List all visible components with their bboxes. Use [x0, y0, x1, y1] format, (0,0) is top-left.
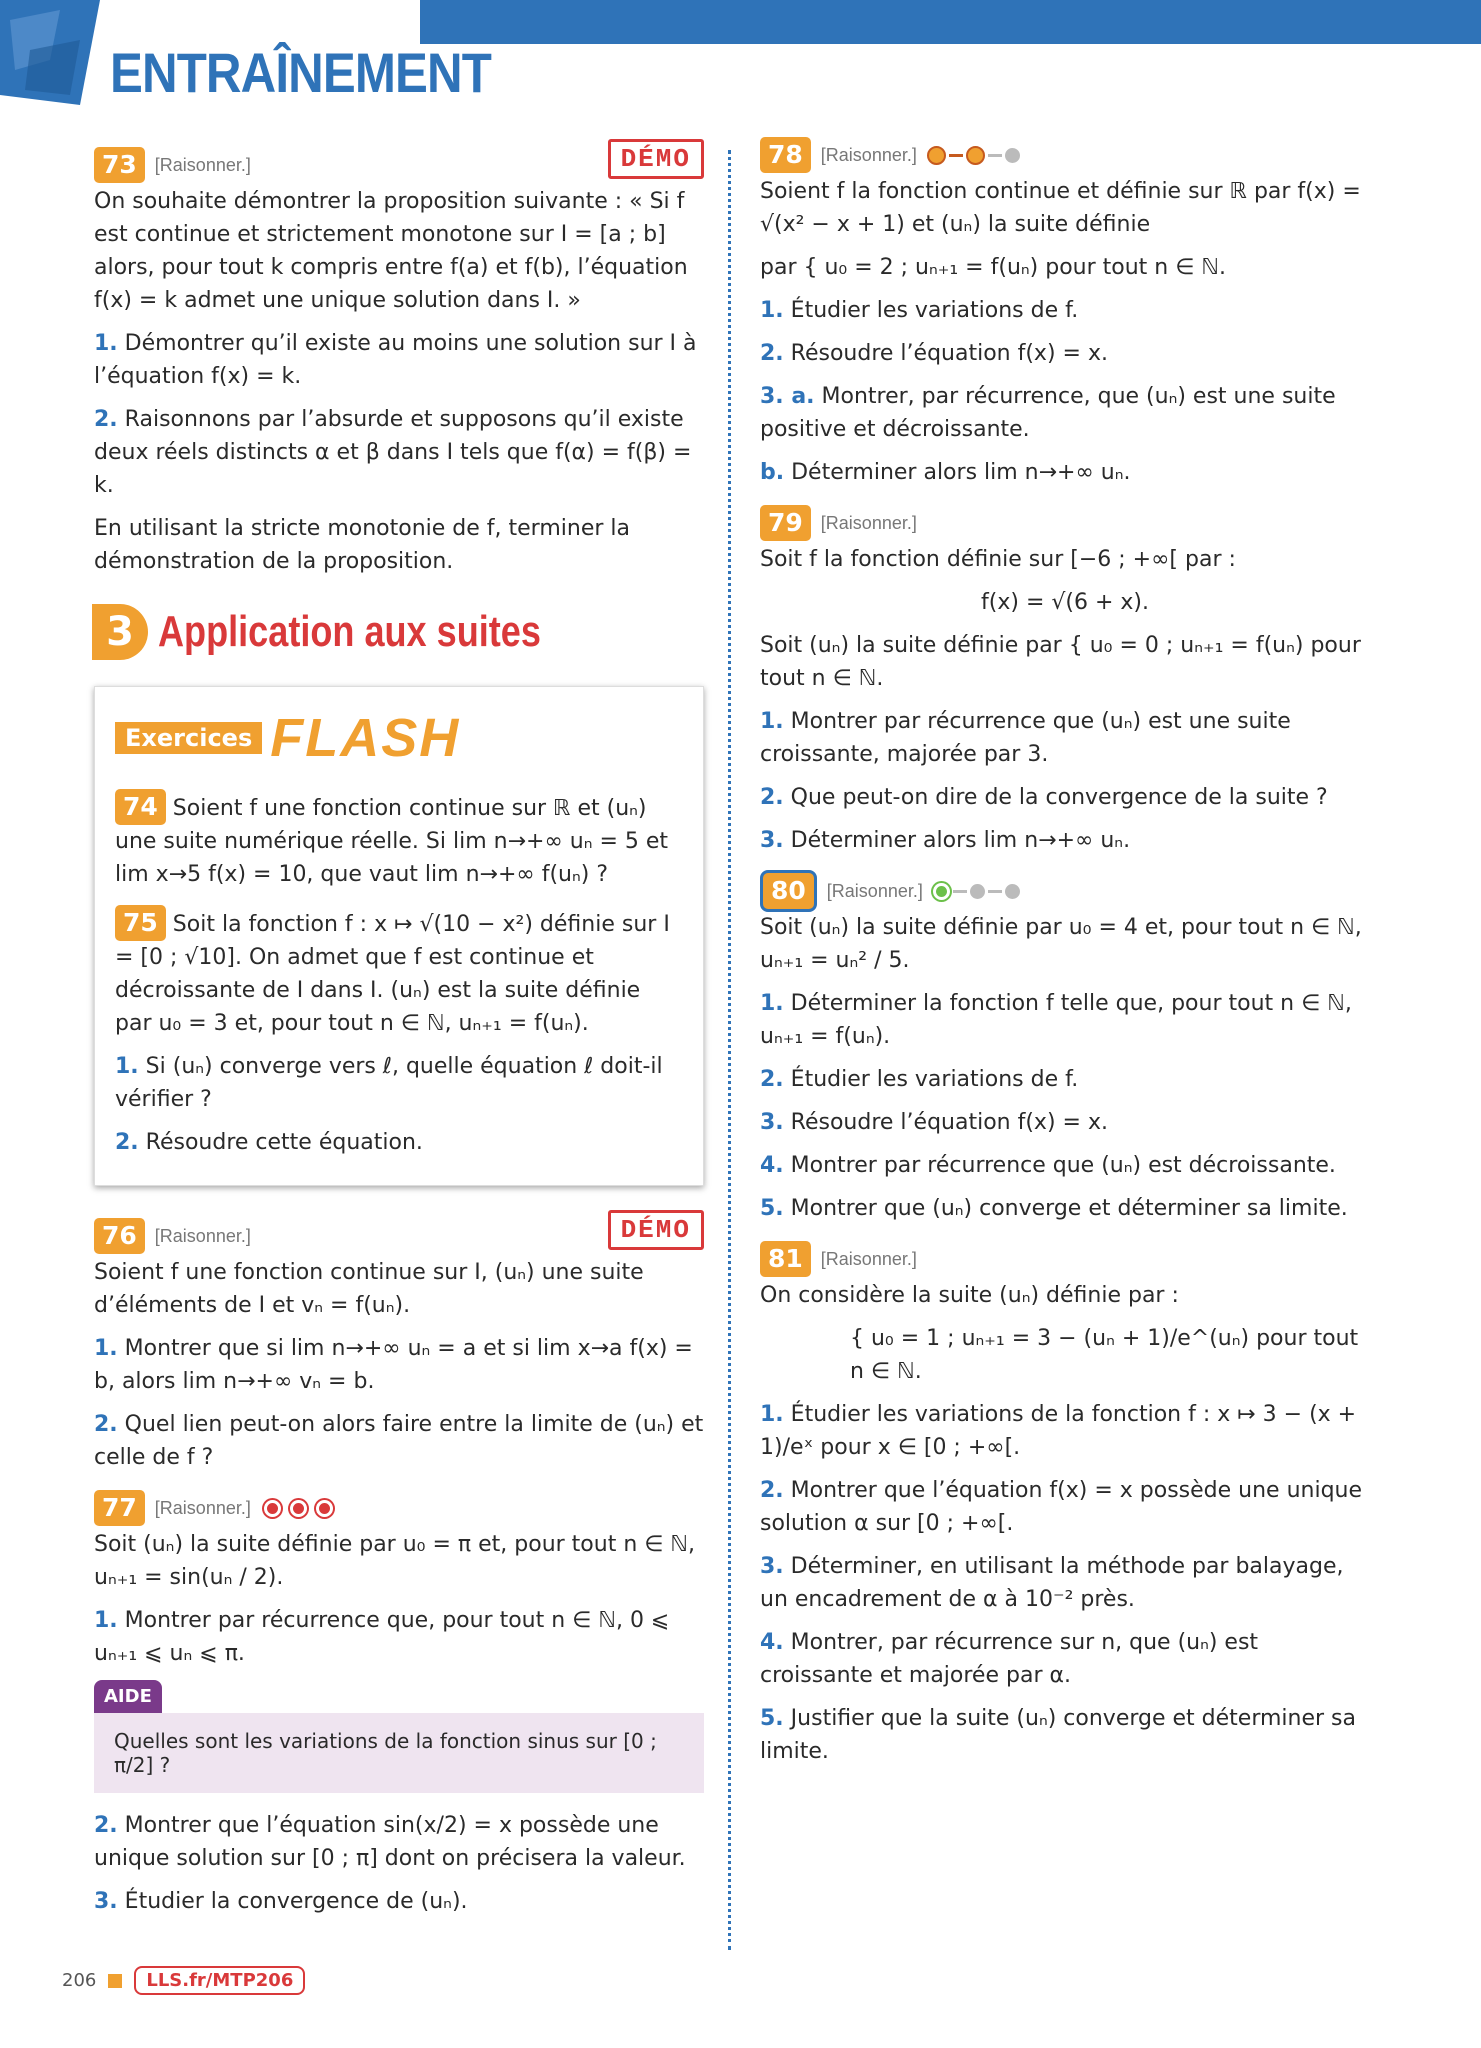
- top-banner: [420, 0, 1481, 44]
- question-2-followup: En utilisant la stricte monotonie de f, terminer la démonstration de la proposition.: [94, 516, 630, 574]
- question-4: 4. Montrer par récurrence que (uₙ) est décroissante.: [760, 1153, 1336, 1178]
- page-title: ENTRAÎNEMENT: [110, 41, 491, 104]
- flash-word: FLASH: [270, 708, 461, 768]
- question-2: 2. Résoudre cette équation.: [115, 1130, 423, 1155]
- difficulty-dot: [1005, 884, 1020, 899]
- exercise-tag: [Raisonner.]: [826, 880, 923, 901]
- exercise-intro: On considère la suite (uₙ) définie par :: [760, 1283, 1179, 1308]
- difficulty-indicator: [933, 883, 1020, 900]
- column-divider: [728, 150, 731, 1950]
- section-number: 3: [92, 604, 148, 660]
- exercise-number: 78: [760, 137, 811, 173]
- question-2: 2. Montrer que l’équation f(x) = x possède une unique solution α sur [0 ; +∞[.: [760, 1478, 1363, 1536]
- exercise-80: [760, 871, 1370, 1225]
- exercise-tag: [Raisonner.]: [820, 512, 917, 533]
- exercise-78: [760, 135, 1370, 489]
- difficulty-link: [953, 890, 967, 893]
- exercise-text: Soit la fonction f : x ↦ √(10 − x²) définie sur I = [0 ; √10]. On admet que f est continue et décroissante de I dans I. (uₙ) est la suite définie par u₀ = 3 et, pour tout n ∈ ℕ, uₙ₊₁ = f(uₙ).: [115, 912, 670, 1036]
- exercise-intro: Soit (uₙ) la suite définie par u₀ = 4 et, pour tout n ∈ ℕ, uₙ₊₁ = uₙ² / 5.: [760, 915, 1362, 973]
- difficulty-link: [988, 154, 1002, 157]
- exercise-number: 75: [115, 905, 166, 941]
- exercise-intro: Soit f la fonction définie sur [−6 ; +∞[ par :: [760, 547, 1236, 572]
- flash-exercises-box: [94, 686, 704, 1186]
- exercise-system: Soit (uₙ) la suite définie par { u₀ = 0 ; uₙ₊₁ = f(uₙ) pour tout n ∈ ℕ.: [760, 633, 1361, 691]
- exercise-number: 73: [94, 147, 145, 183]
- difficulty-dot: [290, 1500, 307, 1517]
- demo-badge: DÉMO: [608, 1210, 704, 1250]
- left-column: [94, 145, 704, 1932]
- exercise-74: [115, 789, 683, 891]
- exercise-tag: [Raisonner.]: [820, 1248, 917, 1269]
- exercise-76: [94, 1216, 704, 1474]
- exercise-tag: [Raisonner.]: [820, 144, 917, 165]
- section-title: Application aux suites: [158, 607, 541, 656]
- exercise-tag: [Raisonner.]: [154, 1497, 251, 1518]
- exercise-number: 76: [94, 1218, 145, 1254]
- exercise-intro: On souhaite démontrer la proposition suivante : « Si f est continue et strictement monotone sur I = [a ; b] alors, pour tout k compris entre f(a) et f(b), l’équation f(x) = k admet une unique solution dans I. »: [94, 189, 688, 313]
- question-1: 1. Montrer par récurrence que (uₙ) est une suite croissante, majorée par 3.: [760, 709, 1291, 767]
- question-3: 3. Déterminer alors lim n→+∞ uₙ.: [760, 828, 1131, 853]
- question-2: 2. Quel lien peut-on alors faire entre la limite de (uₙ) et celle de f ?: [94, 1412, 704, 1470]
- difficulty-link: [949, 154, 963, 157]
- page-footer: [62, 1966, 305, 1995]
- exercise-number: 79: [760, 505, 811, 541]
- exercise-intro: Soient f une fonction continue sur I, (uₙ) une suite d’éléments de I et vₙ = f(uₙ).: [94, 1260, 644, 1318]
- exercise-81: [760, 1239, 1370, 1768]
- help-box: Quelles sont les variations de la fonction sinus sur [0 ; π/2] ?: [94, 1713, 704, 1793]
- exercise-text: Soient f une fonction continue sur ℝ et (uₙ) une suite numérique réelle. Si lim n→+∞ uₙ = 5 et lim x→5 f(x) = 10, que vaut lim n→+∞ f(uₙ) ?: [115, 796, 669, 887]
- question-2: 2. Étudier les variations de f.: [760, 1067, 1079, 1092]
- difficulty-indicator: [261, 1500, 336, 1517]
- question-3b: b. Déterminer alors lim n→+∞ uₙ.: [760, 460, 1131, 485]
- exercise-system: par { u₀ = 2 ; uₙ₊₁ = f(uₙ) pour tout n ∈ ℕ.: [760, 255, 1226, 280]
- difficulty-link: [988, 890, 1002, 893]
- footer-square-icon: [108, 1974, 122, 1988]
- corner-decoration: [0, 0, 120, 105]
- right-column: [760, 135, 1370, 1782]
- question-2: 2. Raisonnons par l’absurde et supposons qu’il existe deux réels distincts α et β dans I tels que f(α) = f(β) = k.: [94, 407, 692, 498]
- question-3: 3. Étudier la convergence de (uₙ).: [94, 1889, 468, 1914]
- page-number: 206: [62, 1970, 97, 1991]
- exercise-tag: [Raisonner.]: [154, 1225, 251, 1246]
- exercise-75: [115, 905, 683, 1159]
- question-3a: 3. a. Montrer, par récurrence, que (uₙ) est une suite positive et décroissante.: [760, 384, 1336, 442]
- question-2: 2. Montrer que l’équation sin(x/2) = x possède une unique solution sur [0 ; π] dont on précisera la valeur.: [94, 1813, 686, 1871]
- exercise-tag: [Raisonner.]: [154, 154, 251, 175]
- question-3: 3. Résoudre l’équation f(x) = x.: [760, 1110, 1108, 1135]
- exercise-number: 74: [115, 789, 166, 825]
- exercise-system: { u₀ = 1 ; uₙ₊₁ = 3 − (uₙ + 1)/e^(uₙ) pour tout n ∈ ℕ.: [850, 1326, 1359, 1384]
- question-1: 1. Montrer par récurrence que, pour tout n ∈ ℕ, 0 ⩽ uₙ₊₁ ⩽ uₙ ⩽ π.: [94, 1608, 670, 1666]
- difficulty-dot: [933, 883, 950, 900]
- resource-link[interactable]: LLS.fr/MTP206: [134, 1966, 305, 1995]
- question-1: 1. Si (uₙ) converge vers ℓ, quelle équation ℓ doit-il vérifier ?: [115, 1054, 663, 1112]
- question-3: 3. Déterminer, en utilisant la méthode par balayage, un encadrement de α à 10⁻² près.: [760, 1554, 1344, 1612]
- exercise-73: [94, 145, 704, 578]
- exercise-number: 80: [760, 870, 817, 912]
- difficulty-dot: [1005, 148, 1020, 163]
- question-1: 1. Étudier les variations de f.: [760, 298, 1079, 323]
- exercise-number: 77: [94, 1490, 145, 1526]
- help-tag: AIDE: [94, 1680, 162, 1713]
- question-1: 1. Déterminer la fonction f telle que, pour tout n ∈ ℕ, uₙ₊₁ = f(uₙ).: [760, 991, 1352, 1049]
- question-5: 5. Montrer que (uₙ) converge et déterminer sa limite.: [760, 1196, 1348, 1221]
- exercise-79: [760, 503, 1370, 857]
- question-1: 1. Démontrer qu’il existe au moins une solution sur I à l’équation f(x) = k.: [94, 331, 697, 389]
- difficulty-dot: [264, 1500, 281, 1517]
- question-1: 1. Montrer que si lim n→+∞ uₙ = a et si lim x→a f(x) = b, alors lim n→+∞ vₙ = b.: [94, 1336, 693, 1394]
- exercise-formula: f(x) = √(6 + x).: [981, 590, 1149, 615]
- question-5: 5. Justifier que la suite (uₙ) converge et déterminer sa limite.: [760, 1706, 1356, 1764]
- question-1: 1. Étudier les variations de la fonction f : x ↦ 3 − (x + 1)/eˣ pour x ∈ [0 ; +∞[.: [760, 1402, 1357, 1460]
- section-heading: [92, 604, 704, 660]
- question-2: 2. Résoudre l’équation f(x) = x.: [760, 341, 1108, 366]
- question-4: 4. Montrer, par récurrence sur n, que (uₙ) est croissante et majorée par α.: [760, 1630, 1259, 1688]
- difficulty-dot: [316, 1500, 333, 1517]
- exercise-number: 81: [760, 1241, 811, 1277]
- question-2: 2. Que peut-on dire de la convergence de la suite ?: [760, 785, 1328, 810]
- difficulty-indicator: [927, 146, 1020, 165]
- difficulty-dot: [927, 146, 946, 165]
- exercise-77: [94, 1488, 704, 1918]
- flash-label: Exercices: [115, 722, 262, 754]
- demo-badge: DÉMO: [608, 139, 704, 179]
- exercise-intro: Soient f la fonction continue et définie sur ℝ par f(x) = √(x² − x + 1) et (uₙ) la suite définie: [760, 179, 1361, 237]
- exercise-intro: Soit (uₙ) la suite définie par u₀ = π et, pour tout n ∈ ℕ, uₙ₊₁ = sin(uₙ / 2).: [94, 1532, 696, 1590]
- difficulty-dot: [970, 884, 985, 899]
- difficulty-dot: [966, 146, 985, 165]
